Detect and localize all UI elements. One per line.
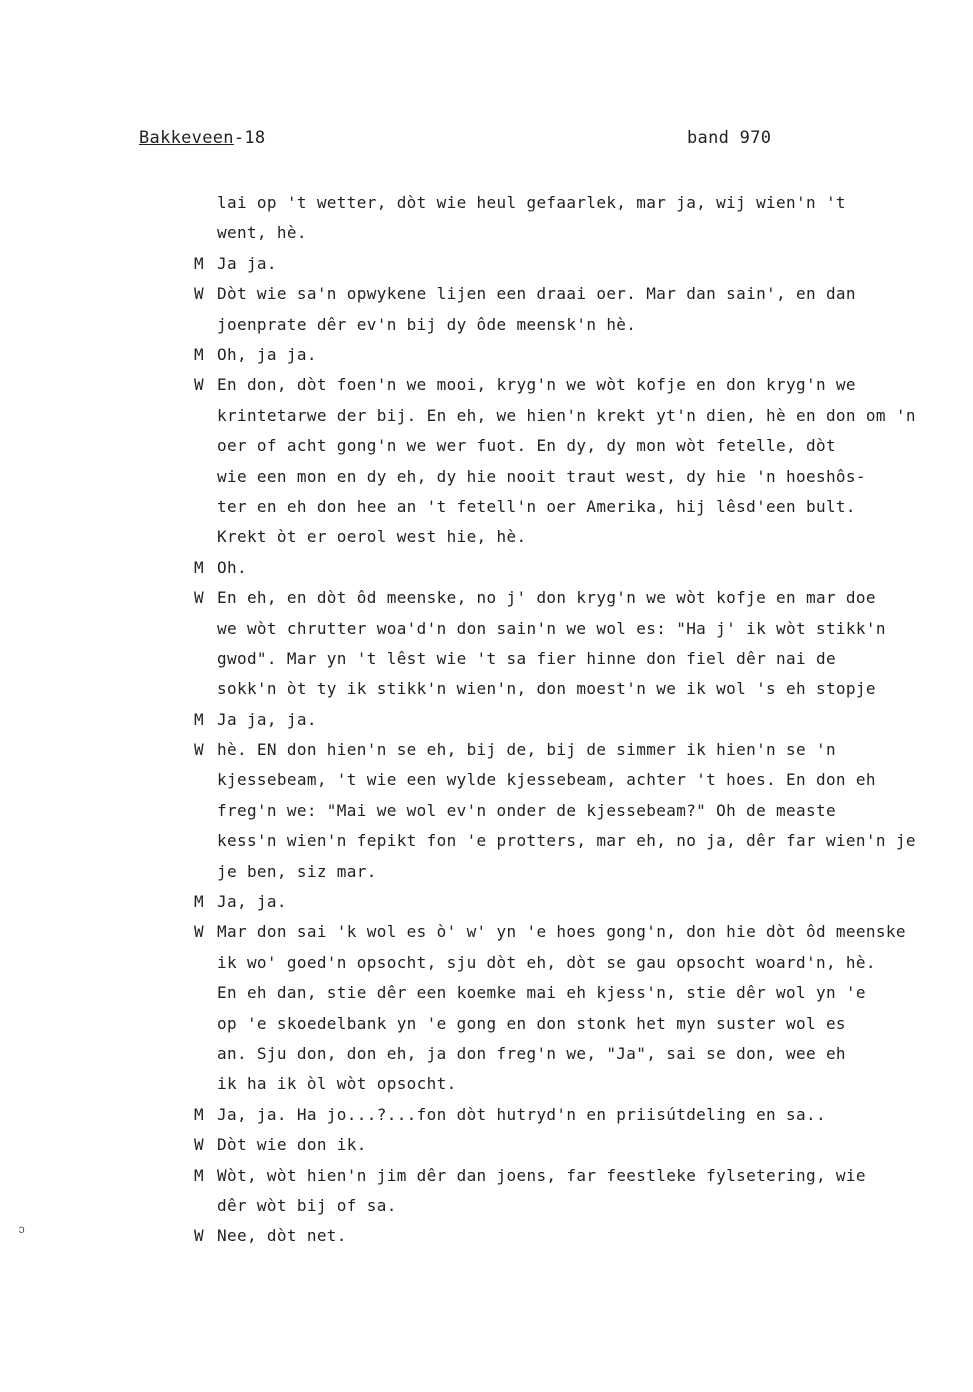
transcript-turn	[194, 370, 964, 552]
transcript-line: lai op 't wetter, dòt wie heul gefaarlek, mar ja, wij wien'n 't	[217, 193, 846, 212]
transcript-turn	[194, 1221, 964, 1251]
transcript-line: Mar don sai 'k wol es ò' w' yn 'e hoes gong'n, don hie dòt ôd meenske	[217, 922, 906, 942]
transcript-line: freg'n we: "Mai we wol ev'n onder de kjessebeam?" Oh de measte	[217, 800, 836, 820]
speaker-label: W	[194, 922, 204, 942]
transcript-line: an. Sju don, don eh, ja don freg'n we, "Ja", sai se don, wee eh	[217, 1044, 846, 1064]
transcript-turn	[194, 583, 964, 705]
turn-lines	[217, 1130, 964, 1160]
transcript-turn	[194, 1100, 964, 1130]
transcript-line: Ja, ja. Ha jo...?...fon dòt hutryd'n en priisútdeling en sa..	[217, 1104, 826, 1124]
turn-lines	[217, 583, 964, 705]
transcript-turn	[194, 340, 964, 370]
transcript-turn	[194, 705, 964, 735]
turn-lines	[217, 249, 964, 279]
turn-lines	[217, 1161, 964, 1222]
turn-lines	[217, 370, 964, 552]
transcript-line: ter en eh don hee an 't fetell'n oer Amerika, hij lêsd'een bult.	[217, 496, 856, 516]
transcript-line: kess'n wien'n fepikt fon 'e protters, mar eh, no ja, dêr far wien'n je	[217, 831, 916, 851]
speaker-label: M	[194, 344, 204, 364]
header-band: band 970	[687, 128, 772, 148]
transcript-line: Oh.	[217, 557, 247, 577]
turn-lines	[217, 887, 964, 917]
transcript-line: dêr wòt bij of sa.	[217, 1196, 397, 1215]
speaker-label: M	[194, 1165, 204, 1185]
transcript-line: kjessebeam, 't wie een wylde kjessebeam, achter 't hoes. En don eh	[217, 770, 876, 790]
turn-lines	[217, 1100, 964, 1130]
transcript-line: ik ha ik òl wòt opsocht.	[217, 1074, 457, 1094]
transcript-turn	[194, 735, 964, 887]
transcript-turn	[194, 279, 964, 340]
transcript-turn	[194, 188, 964, 249]
transcript-line: hè. EN don hien'n se eh, bij de, bij de simmer ik hien'n se 'n	[217, 740, 836, 760]
transcript-line: En don, dòt foen'n we mooi, kryg'n we wòt kofje en don kryg'n we	[217, 375, 856, 395]
turn-lines	[217, 705, 964, 735]
transcript-line: Wòt, wòt hien'n jim dêr dan joens, far feestleke fylsetering, wie	[217, 1165, 866, 1185]
transcript-line: gwod". Mar yn 't lêst wie 't sa fier hinne don fiel dêr nai de	[217, 648, 836, 668]
transcript-line: Krekt òt er oerol west hie, hè.	[217, 527, 527, 547]
transcript-line: Nee, dòt net.	[217, 1226, 347, 1246]
transcript-turn	[194, 249, 964, 279]
speaker-label: M	[194, 892, 204, 912]
transcript-line: Dòt wie sa'n opwykene lijen een draai oer. Mar dan sain', en dan	[217, 284, 856, 304]
transcript-line: went, hè.	[217, 223, 307, 243]
transcript-line: Ja ja, ja.	[217, 709, 317, 729]
transcript-line: wie een mon en dy eh, dy hie nooit traut west, dy hie 'n hoeshôs-	[217, 466, 866, 486]
speaker-label: W	[194, 1135, 204, 1155]
header-place-name: Bakkeveen	[139, 128, 234, 148]
transcript-line: Dòt wie don ik.	[217, 1135, 367, 1155]
turn-lines	[217, 917, 964, 1099]
transcript-line: joenprate dêr ev'n bij dy ôde meensk'n hè.	[217, 314, 637, 334]
transcript-line: sokk'n òt ty ik stikk'n wien'n, don moest'n we ik wol 's eh stopje	[217, 679, 876, 699]
transcript-line: En eh, en dòt ôd meenske, no j' don kryg'n we wòt kofje en mar doe	[217, 588, 876, 608]
turn-lines	[217, 340, 964, 370]
transcript-turn	[194, 553, 964, 583]
turn-lines	[217, 735, 964, 887]
speaker-label: M	[194, 557, 204, 577]
transcript-line: we wòt chrutter woa'd'n don sain'n we wol es: "Ha j' ik wòt stikk'n	[217, 618, 886, 638]
transcript-turn	[194, 917, 964, 1099]
turn-lines	[217, 279, 964, 340]
speaker-label: W	[194, 740, 204, 760]
speaker-label: W	[194, 375, 204, 395]
turn-lines	[217, 1221, 964, 1251]
transcript-turn	[194, 887, 964, 917]
speaker-label: M	[194, 709, 204, 729]
transcript-turn	[194, 1130, 964, 1160]
transcript-body	[194, 188, 964, 1252]
speaker-label: W	[194, 284, 204, 304]
transcript-line: je ben, siz mar.	[217, 861, 377, 881]
transcript-line: Ja, ja.	[217, 892, 287, 912]
transcript-line: krintetarwe der bij. En eh, we hien'n krekt yt'n dien, hè en don om 'n	[217, 405, 916, 425]
transcript-line: op 'e skoedelbank yn 'e gong en don stonk het myn suster wol es	[217, 1013, 846, 1033]
transcript-line: oer of acht gong'n we wer fuot. En dy, dy mon wòt fetelle, dòt	[217, 436, 836, 456]
transcript-line: En eh dan, stie dêr een koemke mai eh kjess'n, stie dêr wol yn 'e	[217, 983, 866, 1003]
transcript-line: Ja ja.	[217, 253, 277, 273]
speaker-label: M	[194, 253, 204, 273]
margin-mark-icon: ↄ	[18, 1222, 26, 1236]
speaker-label: W	[194, 588, 204, 608]
turn-lines	[217, 553, 964, 583]
transcript-turn	[194, 1161, 964, 1222]
transcript-line: Oh, ja ja.	[217, 344, 317, 364]
turn-lines	[217, 188, 964, 249]
speaker-label: M	[194, 1104, 204, 1124]
transcript-line: ik wo' goed'n opsocht, sju dòt eh, dòt se gau opsocht woard'n, hè.	[217, 952, 876, 972]
header-page-number: -18	[233, 128, 266, 148]
speaker-label: W	[194, 1226, 204, 1246]
header-place	[139, 128, 265, 148]
